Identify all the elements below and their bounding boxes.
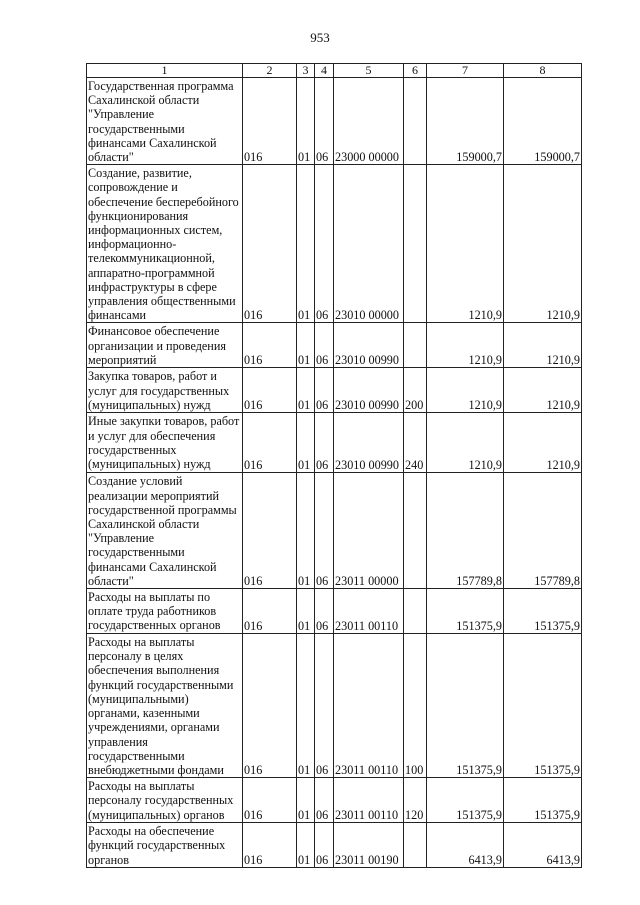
admin-code: 016 (243, 589, 297, 634)
expense-type-code (404, 589, 427, 634)
section-code: 01 (297, 634, 315, 778)
amount-col7: 1210,9 (427, 165, 504, 323)
section-code: 01 (297, 323, 315, 368)
amount-col8: 6413,9 (504, 823, 582, 868)
expense-type-code: 120 (404, 778, 427, 823)
column-header: 2 (243, 64, 297, 78)
row-description: Закупка товаров, работ и услуг для государственных (муниципальных) нужд (87, 368, 243, 413)
amount-col8: 1210,9 (504, 368, 582, 413)
expense-type-code (404, 323, 427, 368)
row-description: Расходы на выплаты по оплате труда работников государственных органов (87, 589, 243, 634)
amount-col7: 1210,9 (427, 413, 504, 473)
amount-col7: 151375,9 (427, 778, 504, 823)
table-row (87, 78, 582, 165)
section-code: 01 (297, 165, 315, 323)
row-description: Расходы на выплаты персоналу в целях обеспечения выполнения функций государственными (муниципальными) органами, казенными учреждениями, органами управления государственными внебюджетными фондами (87, 634, 243, 778)
target-article-code: 23011 00000 (334, 473, 404, 589)
row-description: Финансовое обеспечение организации и проведения мероприятий (87, 323, 243, 368)
row-description: Создание, развитие, сопровождение и обеспечение бесперебойного функционирования информационных систем, информационно-телекоммуникационной, аппаратно-программной инфраструктуры в сфере управления общественными финансами (87, 165, 243, 323)
table-row (87, 165, 582, 323)
row-description: Создание условий реализации мероприятий государственной программы Сахалинской области "Управление государственными финансами Сахалинской области" (87, 473, 243, 589)
expense-type-code (404, 165, 427, 323)
amount-col8: 159000,7 (504, 78, 582, 165)
table-row (87, 634, 582, 778)
amount-col7: 1210,9 (427, 323, 504, 368)
subsection-code: 06 (315, 368, 334, 413)
expense-type-code: 200 (404, 368, 427, 413)
target-article-code: 23011 00110 (334, 634, 404, 778)
table-row (87, 323, 582, 368)
section-code: 01 (297, 589, 315, 634)
expense-type-code (404, 823, 427, 868)
budget-table (86, 63, 582, 868)
table-row (87, 589, 582, 634)
amount-col8: 157789,8 (504, 473, 582, 589)
row-description: Государственная программа Сахалинской области "Управление государственными финансами Сахалинской области" (87, 78, 243, 165)
column-header: 1 (87, 64, 243, 78)
subsection-code: 06 (315, 778, 334, 823)
column-header: 6 (404, 64, 427, 78)
amount-col8: 1210,9 (504, 323, 582, 368)
section-code: 01 (297, 778, 315, 823)
target-article-code: 23011 00110 (334, 778, 404, 823)
subsection-code: 06 (315, 165, 334, 323)
amount-col7: 6413,9 (427, 823, 504, 868)
subsection-code: 06 (315, 589, 334, 634)
column-header: 7 (427, 64, 504, 78)
expense-type-code (404, 78, 427, 165)
table-row (87, 368, 582, 413)
row-description: Расходы на выплаты персоналу государственных (муниципальных) органов (87, 778, 243, 823)
amount-col7: 157789,8 (427, 473, 504, 589)
amount-col8: 1210,9 (504, 413, 582, 473)
amount-col7: 159000,7 (427, 78, 504, 165)
expense-type-code: 100 (404, 634, 427, 778)
subsection-code: 06 (315, 78, 334, 165)
target-article-code: 23010 00990 (334, 323, 404, 368)
target-article-code: 23011 00190 (334, 823, 404, 868)
amount-col7: 151375,9 (427, 589, 504, 634)
amount-col8: 1210,9 (504, 165, 582, 323)
admin-code: 016 (243, 634, 297, 778)
column-header: 4 (315, 64, 334, 78)
section-code: 01 (297, 368, 315, 413)
expense-type-code: 240 (404, 413, 427, 473)
table-row (87, 473, 582, 589)
subsection-code: 06 (315, 634, 334, 778)
amount-col7: 151375,9 (427, 634, 504, 778)
target-article-code: 23011 00110 (334, 589, 404, 634)
section-code: 01 (297, 473, 315, 589)
admin-code: 016 (243, 473, 297, 589)
target-article-code: 23000 00000 (334, 78, 404, 165)
row-description: Расходы на обеспечение функций государственных органов (87, 823, 243, 868)
amount-col8: 151375,9 (504, 778, 582, 823)
subsection-code: 06 (315, 473, 334, 589)
target-article-code: 23010 00990 (334, 368, 404, 413)
admin-code: 016 (243, 323, 297, 368)
table-row (87, 823, 582, 868)
column-header: 8 (504, 64, 582, 78)
table-row (87, 778, 582, 823)
table-header-row (87, 64, 582, 78)
column-header: 3 (297, 64, 315, 78)
target-article-code: 23010 00990 (334, 413, 404, 473)
admin-code: 016 (243, 78, 297, 165)
target-article-code: 23010 00000 (334, 165, 404, 323)
section-code: 01 (297, 78, 315, 165)
admin-code: 016 (243, 413, 297, 473)
row-description: Иные закупки товаров, работ и услуг для обеспечения государственных (муниципальных) нужд (87, 413, 243, 473)
admin-code: 016 (243, 823, 297, 868)
admin-code: 016 (243, 778, 297, 823)
amount-col8: 151375,9 (504, 589, 582, 634)
table-row (87, 413, 582, 473)
column-header: 5 (334, 64, 404, 78)
section-code: 01 (297, 823, 315, 868)
admin-code: 016 (243, 368, 297, 413)
expense-type-code (404, 473, 427, 589)
admin-code: 016 (243, 165, 297, 323)
section-code: 01 (297, 413, 315, 473)
amount-col8: 151375,9 (504, 634, 582, 778)
subsection-code: 06 (315, 413, 334, 473)
amount-col7: 1210,9 (427, 368, 504, 413)
subsection-code: 06 (315, 323, 334, 368)
subsection-code: 06 (315, 823, 334, 868)
page-number: 953 (310, 30, 330, 45)
